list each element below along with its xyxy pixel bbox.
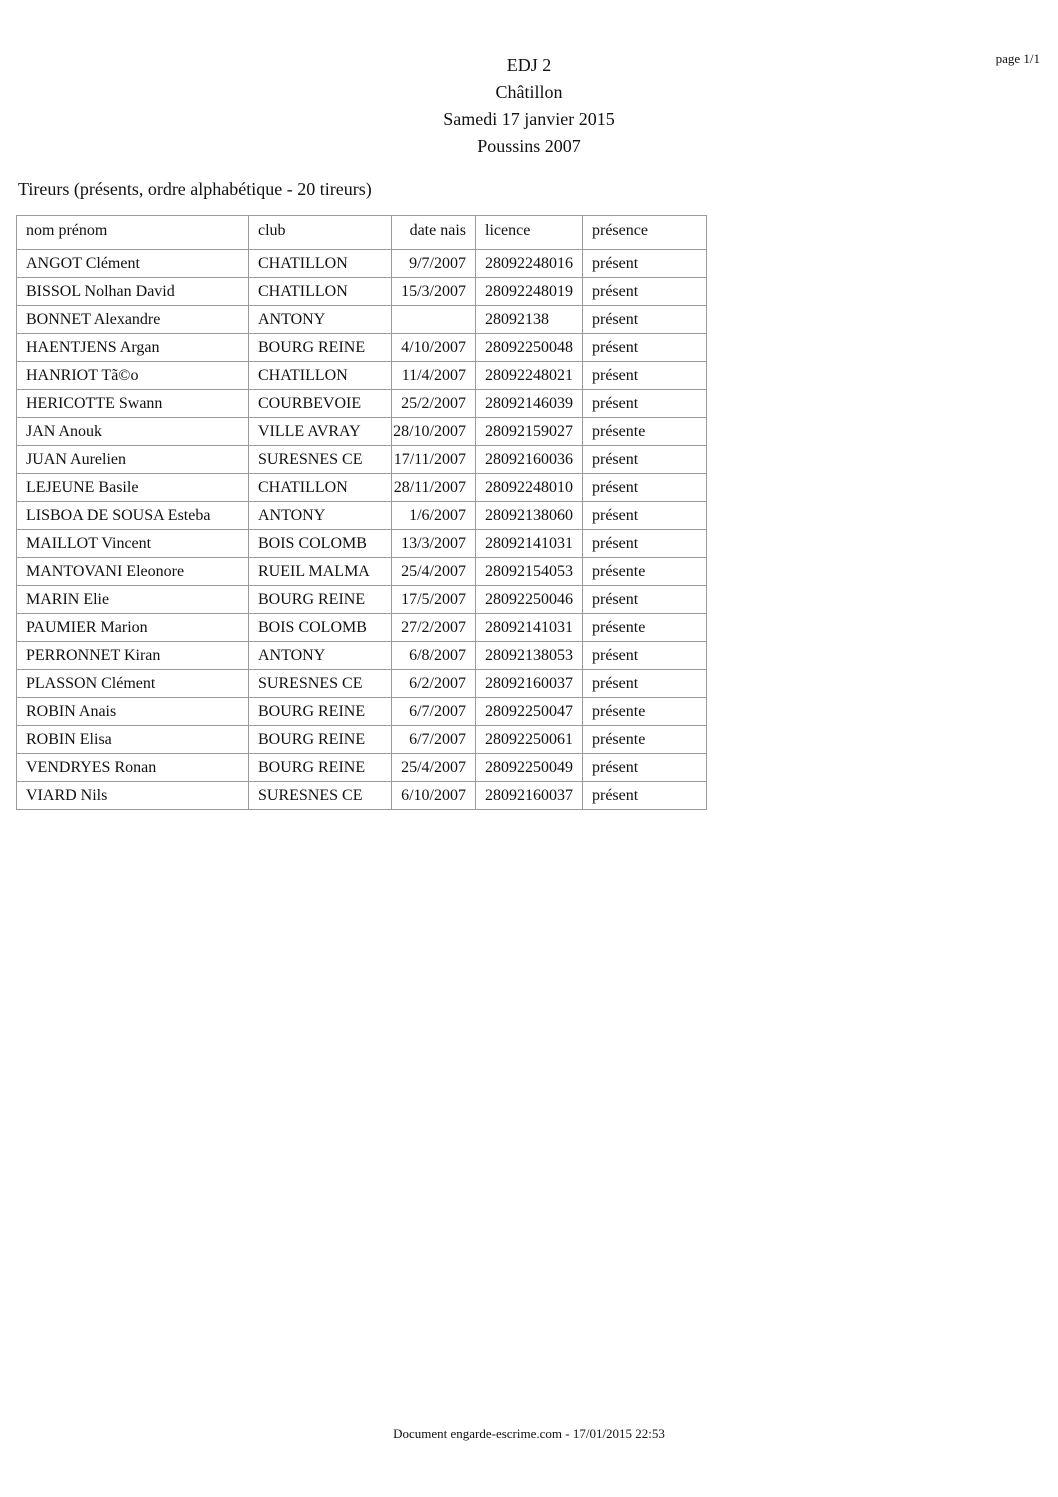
- cell-presence: présent: [583, 530, 707, 558]
- cell-date: 17/5/2007: [392, 586, 476, 614]
- cell-presence: présent: [583, 474, 707, 502]
- table-row: [17, 418, 707, 446]
- header-date: date nais: [392, 216, 476, 250]
- cell-name: LEJEUNE Basile: [17, 474, 249, 502]
- header-presence: présence: [583, 216, 707, 250]
- cell-licence: 28092146039: [476, 390, 583, 418]
- cell-name: ROBIN Anais: [17, 698, 249, 726]
- cell-presence: présente: [583, 726, 707, 754]
- cell-club: CHATILLON: [249, 250, 392, 278]
- cell-licence: 28092248016: [476, 250, 583, 278]
- cell-club: BOURG REINE: [249, 586, 392, 614]
- cell-licence: 28092160037: [476, 782, 583, 810]
- cell-presence: présent: [583, 278, 707, 306]
- cell-licence: 28092160037: [476, 670, 583, 698]
- cell-club: BOIS COLOMB: [249, 530, 392, 558]
- cell-club: COURBEVOIE: [249, 390, 392, 418]
- cell-presence: présent: [583, 782, 707, 810]
- table-row: [17, 642, 707, 670]
- cell-date: 13/3/2007: [392, 530, 476, 558]
- cell-licence: 28092250048: [476, 334, 583, 362]
- table-row: [17, 250, 707, 278]
- table-row: [17, 306, 707, 334]
- cell-name: JUAN Aurelien: [17, 446, 249, 474]
- cell-licence: 28092138060: [476, 502, 583, 530]
- cell-date: 9/7/2007: [392, 250, 476, 278]
- cell-licence: 28092248021: [476, 362, 583, 390]
- document-header: [0, 52, 1058, 160]
- cell-presence: présent: [583, 390, 707, 418]
- cell-name: BISSOL Nolhan David: [17, 278, 249, 306]
- cell-presence: présent: [583, 670, 707, 698]
- table-row: [17, 502, 707, 530]
- table-row: [17, 278, 707, 306]
- cell-name: BONNET Alexandre: [17, 306, 249, 334]
- cell-licence: 28092154053: [476, 558, 583, 586]
- cell-date: 25/2/2007: [392, 390, 476, 418]
- table-row: [17, 362, 707, 390]
- cell-licence: 28092250049: [476, 754, 583, 782]
- cell-club: ANTONY: [249, 642, 392, 670]
- cell-licence: 28092250047: [476, 698, 583, 726]
- header-licence: licence: [476, 216, 583, 250]
- cell-licence: 28092141031: [476, 530, 583, 558]
- cell-presence: présente: [583, 614, 707, 642]
- table-row: [17, 530, 707, 558]
- competition-category: Poussins 2007: [477, 136, 581, 156]
- cell-date: 6/10/2007: [392, 782, 476, 810]
- cell-presence: présent: [583, 306, 707, 334]
- table-row: [17, 586, 707, 614]
- table-row: [17, 446, 707, 474]
- cell-name: PLASSON Clément: [17, 670, 249, 698]
- cell-name: HANRIOT Tã©o: [17, 362, 249, 390]
- cell-name: HAENTJENS Argan: [17, 334, 249, 362]
- cell-name: HERICOTTE Swann: [17, 390, 249, 418]
- cell-date: 11/4/2007: [392, 362, 476, 390]
- cell-club: VILLE AVRAY: [249, 418, 392, 446]
- cell-presence: présent: [583, 250, 707, 278]
- table-row: [17, 698, 707, 726]
- cell-date: 1/6/2007: [392, 502, 476, 530]
- table-row: [17, 782, 707, 810]
- table-body: [17, 250, 707, 810]
- cell-club: SURESNES CE: [249, 446, 392, 474]
- cell-club: CHATILLON: [249, 278, 392, 306]
- cell-date: 27/2/2007: [392, 614, 476, 642]
- cell-licence: 28092138053: [476, 642, 583, 670]
- table-row: [17, 558, 707, 586]
- cell-club: CHATILLON: [249, 362, 392, 390]
- table-row: [17, 754, 707, 782]
- cell-name: ROBIN Elisa: [17, 726, 249, 754]
- cell-name: PERRONNET Kiran: [17, 642, 249, 670]
- cell-date: 15/3/2007: [392, 278, 476, 306]
- cell-date: 25/4/2007: [392, 754, 476, 782]
- cell-presence: présente: [583, 558, 707, 586]
- cell-presence: présent: [583, 754, 707, 782]
- cell-club: BOIS COLOMB: [249, 614, 392, 642]
- cell-date: 28/11/2007: [392, 474, 476, 502]
- cell-licence: 28092248019: [476, 278, 583, 306]
- cell-name: VIARD Nils: [17, 782, 249, 810]
- table-row: [17, 474, 707, 502]
- cell-club: SURESNES CE: [249, 782, 392, 810]
- cell-date: 25/4/2007: [392, 558, 476, 586]
- page-number: page 1/1: [995, 51, 1040, 66]
- cell-name: JAN Anouk: [17, 418, 249, 446]
- table-row: [17, 726, 707, 754]
- cell-name: PAUMIER Marion: [17, 614, 249, 642]
- cell-presence: présent: [583, 334, 707, 362]
- cell-name: ANGOT Clément: [17, 250, 249, 278]
- cell-date: 28/10/2007: [392, 418, 476, 446]
- cell-presence: présent: [583, 446, 707, 474]
- competition-location: Châtillon: [495, 82, 563, 102]
- table-row: [17, 390, 707, 418]
- footer: Document engarde-escrime.com - 17/01/2015 22:53: [393, 1426, 665, 1441]
- cell-licence: 28092250046: [476, 586, 583, 614]
- table-row: [17, 614, 707, 642]
- cell-club: ANTONY: [249, 502, 392, 530]
- section-title: Tireurs (présents, ordre alphabétique - 20 tireurs): [18, 179, 372, 199]
- cell-date: 6/2/2007: [392, 670, 476, 698]
- cell-licence: 28092141031: [476, 614, 583, 642]
- header-name: nom prénom: [17, 216, 249, 250]
- cell-club: BOURG REINE: [249, 334, 392, 362]
- cell-presence: présente: [583, 698, 707, 726]
- competition-date: Samedi 17 janvier 2015: [443, 109, 615, 129]
- cell-name: LISBOA DE SOUSA Esteba: [17, 502, 249, 530]
- cell-date: [392, 306, 476, 334]
- cell-date: 6/8/2007: [392, 642, 476, 670]
- cell-name: MAILLOT Vincent: [17, 530, 249, 558]
- cell-name: MANTOVANI Eleonore: [17, 558, 249, 586]
- header-club: club: [249, 216, 392, 250]
- cell-presence: présent: [583, 362, 707, 390]
- cell-name: MARIN Elie: [17, 586, 249, 614]
- table-header-row: [17, 216, 707, 250]
- cell-licence: 28092138: [476, 306, 583, 334]
- cell-licence: 28092159027: [476, 418, 583, 446]
- cell-club: SURESNES CE: [249, 670, 392, 698]
- table-row: [17, 334, 707, 362]
- cell-club: BOURG REINE: [249, 698, 392, 726]
- cell-club: RUEIL MALMA: [249, 558, 392, 586]
- fencers-table: [16, 215, 707, 810]
- cell-club: BOURG REINE: [249, 754, 392, 782]
- cell-date: 6/7/2007: [392, 698, 476, 726]
- cell-licence: 28092160036: [476, 446, 583, 474]
- cell-club: CHATILLON: [249, 474, 392, 502]
- cell-name: VENDRYES Ronan: [17, 754, 249, 782]
- cell-presence: présent: [583, 502, 707, 530]
- cell-licence: 28092248010: [476, 474, 583, 502]
- cell-presence: présente: [583, 418, 707, 446]
- cell-licence: 28092250061: [476, 726, 583, 754]
- cell-presence: présent: [583, 586, 707, 614]
- cell-date: 4/10/2007: [392, 334, 476, 362]
- cell-date: 6/7/2007: [392, 726, 476, 754]
- cell-club: BOURG REINE: [249, 726, 392, 754]
- cell-presence: présent: [583, 642, 707, 670]
- cell-date: 17/11/2007: [392, 446, 476, 474]
- competition-title: EDJ 2: [506, 55, 552, 75]
- cell-club: ANTONY: [249, 306, 392, 334]
- table-row: [17, 670, 707, 698]
